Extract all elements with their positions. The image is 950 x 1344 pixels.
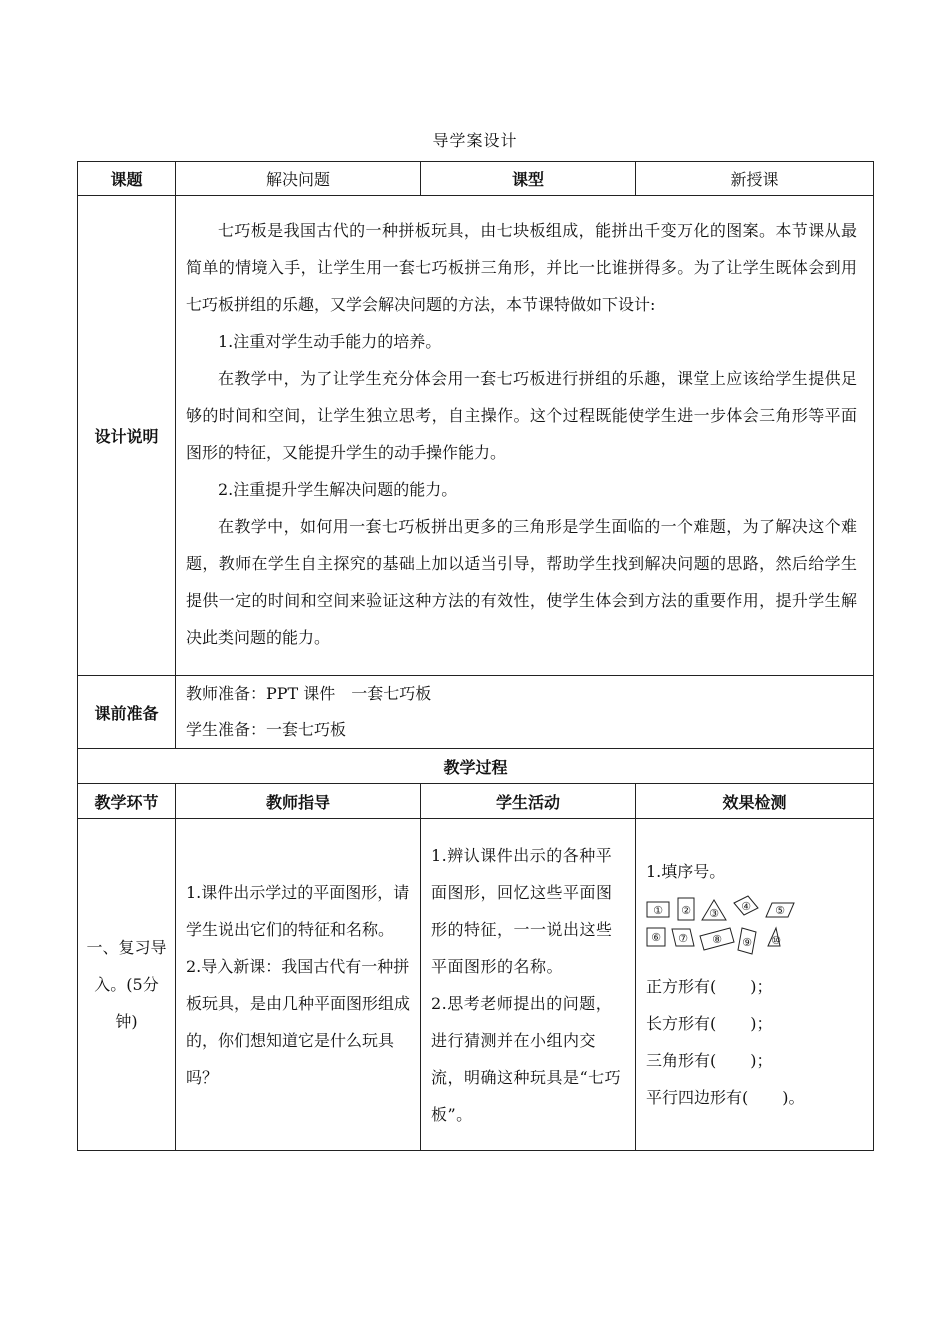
parallelogram-label: 平行四边形有( <box>646 1088 749 1107</box>
student-step: 1.辨认课件出示的各种平面图形，回忆这些平面图形的特征，一一说出这些平面图形的名称。 <box>431 845 613 976</box>
process-columns-row <box>78 784 874 819</box>
col-check: 效果检测 <box>636 784 874 819</box>
student-cell <box>421 819 636 1151</box>
prep-row <box>78 676 874 749</box>
design-paragraph: 七巧板是我国古代的一种拼板玩具，由七块板组成，能拼出千变万化的图案。本节课从最简单的情境入手，让学生用一套七巧板拼三角形，并比一比谁拼得多。为了让学生既体会到用七巧板拼组的乐趣，又学会解决问题的方法，本节课特做如下设计: <box>186 220 857 314</box>
shape-10-label: ⑩ <box>771 934 781 947</box>
prep-content <box>176 676 874 749</box>
shape-9-label: ⑨ <box>742 936 752 949</box>
shape-2-label: ② <box>681 904 691 917</box>
parallelogram-fill <box>646 1079 867 1116</box>
col-stage: 教学环节 <box>78 784 176 819</box>
type-value: 新授课 <box>636 162 874 196</box>
shape-8-label: ⑧ <box>712 933 722 946</box>
shape-5-label: ⑤ <box>775 904 785 917</box>
shape-4-label: ④ <box>741 900 751 913</box>
student-prep: 学生准备：一套七巧板 <box>186 720 347 739</box>
prep-label: 课前准备 <box>78 676 176 749</box>
teacher-cell <box>176 819 421 1151</box>
parallelogram-close: )。 <box>782 1088 805 1107</box>
triangle-close: )； <box>750 1051 773 1070</box>
shape-figures <box>646 894 867 958</box>
process-row-review <box>78 819 874 1151</box>
triangle-label: 三角形有( <box>646 1051 717 1070</box>
shape-6-label: ⑥ <box>651 931 661 944</box>
square-close: )； <box>750 977 773 996</box>
square-label: 正方形有( <box>646 977 717 996</box>
check-cell <box>636 819 874 1151</box>
process-title: 教学过程 <box>78 749 874 784</box>
design-paragraph: 在教学中，为了让学生充分体会用一套七巧板进行拼组的乐趣，课堂上应该给学生提供足够的时间和空间，让学生独立思考，自主操作。这个过程既能使学生进一步体会三角形等平面图形的特征，又能提升学生的动手操作能力。 <box>186 368 857 462</box>
process-title-row <box>78 749 874 784</box>
rect-fill <box>646 1005 867 1042</box>
stage-cell: 一、复习导入。(5分钟) <box>78 819 176 1151</box>
design-row <box>78 196 874 676</box>
student-step: 2.思考老师提出的问题，进行猜测并在小组内交流，明确这种玩具是“七巧板”。 <box>431 993 622 1124</box>
shape-3-label: ③ <box>709 907 719 920</box>
shape-7-label: ⑦ <box>678 932 688 945</box>
design-label: 设计说明 <box>78 196 176 676</box>
col-student: 学生活动 <box>421 784 636 819</box>
design-paragraph: 1.注重对学生动手能力的培养。 <box>218 331 442 351</box>
check-intro: 1.填序号。 <box>646 862 726 881</box>
design-paragraph: 2.注重提升学生解决问题的能力。 <box>218 479 458 499</box>
design-content <box>176 196 874 676</box>
teacher-step: 1.课件出示学过的平面图形，请学生说出它们的特征和名称。 <box>186 882 410 939</box>
teacher-prep: 教师准备：PPT 课件 一套七巧板 <box>186 684 432 703</box>
topic-value: 解决问题 <box>176 162 421 196</box>
type-label: 课型 <box>421 162 636 196</box>
topic-label: 课题 <box>78 162 176 196</box>
design-paragraph: 在教学中，如何用一套七巧板拼出更多的三角形是学生面临的一个难题，为了解决这个难题，教师在学生自主探究的基础上加以适当引导，帮助学生找到解决问题的思路，然后给学生提供一定的时间和空间来验证这种方法的有效性，使学生体会到方法的重要作用，提升学生解决此类问题的能力。 <box>186 516 857 647</box>
square-fill <box>646 968 867 1005</box>
teacher-step: 2.导入新课：我国古代有一种拼板玩具，是由几种平面图形组成的，你们想知道它是什么玩具吗？ <box>186 956 411 1087</box>
rect-close: )； <box>750 1014 773 1033</box>
shape-1-label: ① <box>653 904 663 917</box>
shapes-svg <box>646 894 806 958</box>
document-title: 导学案设计 <box>432 131 518 150</box>
col-teacher: 教师指导 <box>176 784 421 819</box>
rect-label: 长方形有( <box>646 1014 717 1033</box>
lesson-plan-table <box>77 161 874 1151</box>
triangle-fill <box>646 1042 867 1079</box>
header-row <box>78 162 874 196</box>
